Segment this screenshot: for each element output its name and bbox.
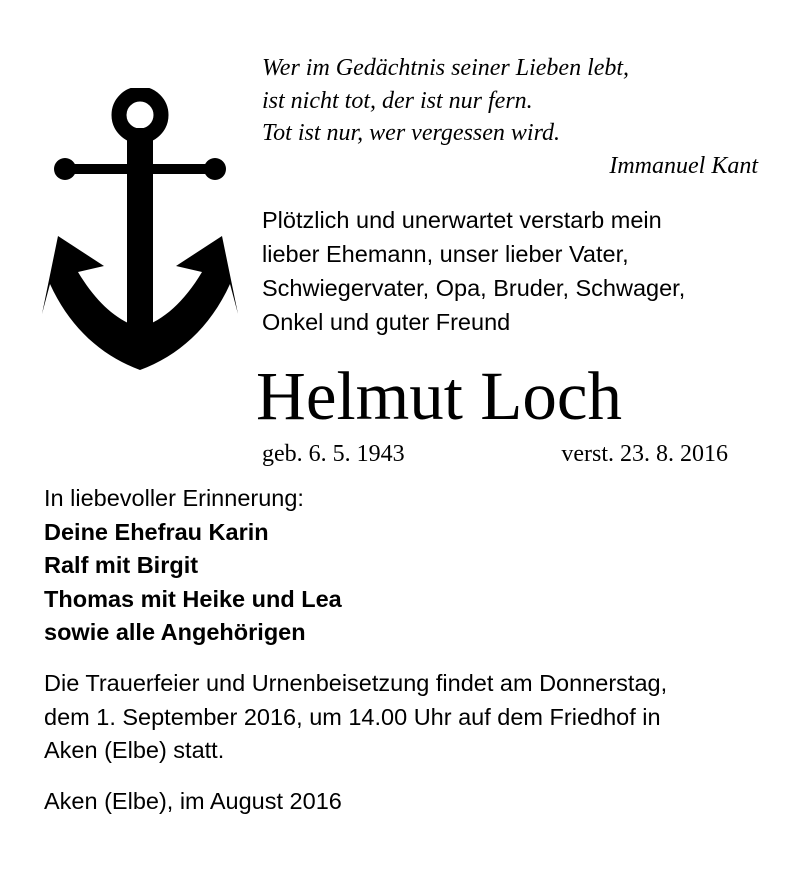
family-signature xyxy=(44,482,764,650)
life-dates xyxy=(262,438,728,470)
service-line: Die Trauerfeier und Urnenbeisetzung findet am Donnerstag, xyxy=(44,670,668,696)
birth-date: geb. 6. 5. 1943 xyxy=(262,441,405,467)
place-and-date: Aken (Elbe), im August 2016 xyxy=(44,788,342,814)
quote-line: Tot ist nur, wer vergessen wird. xyxy=(262,120,561,146)
quote-line: Wer im Gedächtnis seiner Lieben lebt, xyxy=(262,55,630,81)
family-member: Deine Ehefrau Karin xyxy=(44,518,269,545)
announcement-line: Onkel und guter Freund xyxy=(262,309,511,335)
funeral-service-info xyxy=(44,667,784,768)
announcement-line: Plötzlich und unerwartet verstarb mein xyxy=(262,207,662,233)
deceased-name: Helmut Loch xyxy=(256,358,622,434)
death-announcement-text xyxy=(262,203,762,339)
quote-author: Immanuel Kant xyxy=(609,152,758,179)
family-member: Thomas mit Heike und Lea xyxy=(44,585,342,612)
family-member: sowie alle Angehörigen xyxy=(44,619,306,645)
announcement-line: lieber Ehemann, unser lieber Vater, xyxy=(262,241,629,267)
announcement-line: Schwiegervater, Opa, Bruder, Schwager, xyxy=(262,275,686,301)
quote-line: ist nicht tot, der ist nur fern. xyxy=(262,87,533,114)
family-member: Ralf mit Birgit xyxy=(44,552,199,578)
service-line: Aken (Elbe) statt. xyxy=(44,737,225,763)
family-heading: In liebevoller Erinnerung: xyxy=(44,485,304,511)
death-date: verst. 23. 8. 2016 xyxy=(561,441,728,467)
service-line: dem 1. September 2016, um 14.00 Uhr auf dem Friedhof in xyxy=(44,703,661,730)
memorial-quote xyxy=(262,52,758,182)
anchor-icon xyxy=(40,88,240,378)
